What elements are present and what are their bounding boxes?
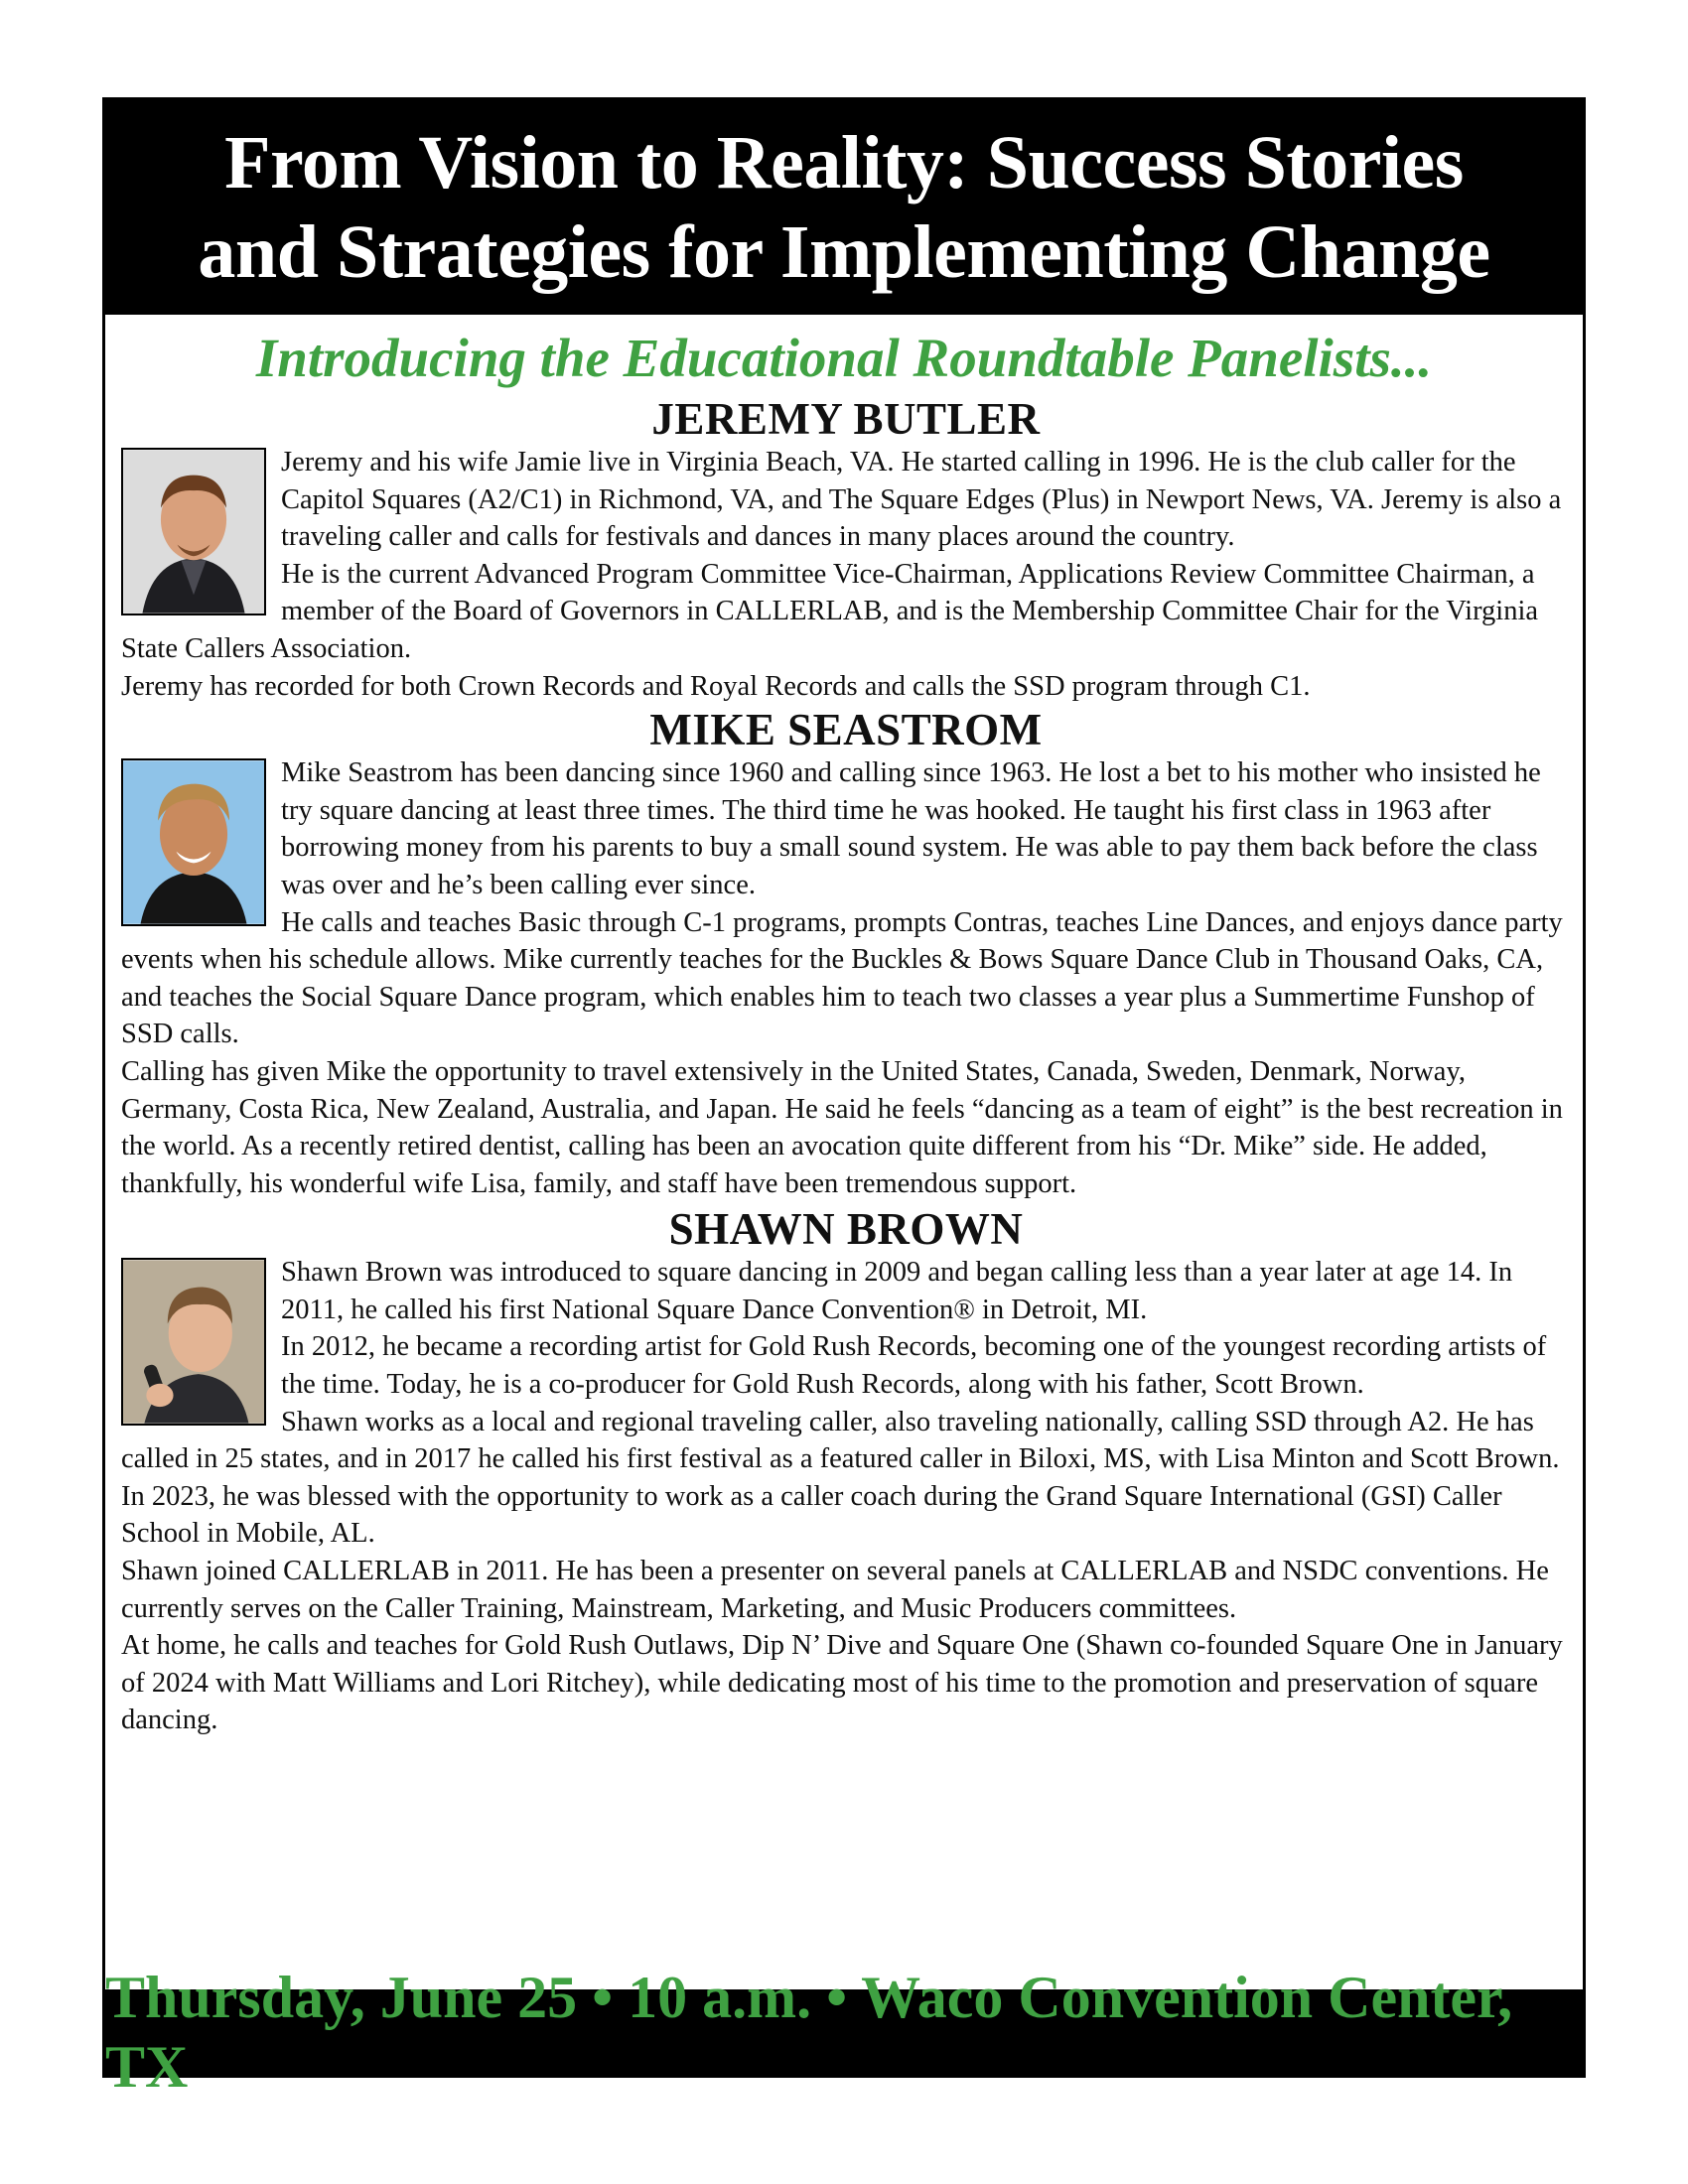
shawn-brown-photo [121, 1258, 266, 1426]
panelist-shawn-brown [121, 1204, 1571, 1739]
panelist-bio-paragraph: Shawn works as a local and regional traveling caller, also traveling nationally, calling SSD through A2. He has called in 25 states, and in 2017 he called his first festival as a featured caller in Biloxi, MS, with Lisa Minton and Scott Brown. In 2023, he was blessed with the opportunity to work as a caller coach during the Grand Square International (GSI) Caller School in Mobile, AL. [121, 1406, 1560, 1550]
panelist-bio-paragraph: Jeremy and his wife Jamie live in Virginia Beach, VA. He started calling in 1996. He is the club caller for the Capitol Squares (A2/C1) in Richmond, VA, and The Square Edges (Plus) in Newport News, VA. Jeremy is also a traveling caller and calls for festivals and dances in many places around the country. [281, 447, 1562, 553]
jeremy-butler-photo [121, 448, 266, 615]
panelist-name: SHAWN BROWN [668, 1204, 1024, 1255]
panelist-bio-paragraph: He is the current Advanced Program Committee Vice-Chairman, Applications Review Committee Chairman, a member of the Board of Governors in CALLERLAB, and is the Membership Committee Chair for the Virginia State Callers Association. [121, 558, 1539, 664]
panelist-name: MIKE SEASTROM [649, 705, 1043, 755]
page-title [198, 118, 1489, 297]
intro-heading: Introducing the Educational Roundtable Panelists... [255, 328, 1433, 388]
title-line-2: and Strategies for Implementing Change [198, 210, 1490, 294]
panelist-bio-paragraph: He calls and teaches Basic through C-1 programs, prompts Contras, teaches Line Dances, and enjoys dance party events when his schedule allows. Mike currently teaches for the Buckles & Bows Square Dance Club in Thousand Oaks, CA, and teaches the Social Square Dance program, which enables him to teach two classes a year plus a Summertime Funshop of SSD calls. [121, 906, 1563, 1050]
panelist-bio-paragraph: In 2012, he became a recording artist for Gold Rush Records, becoming one of the youngest recording artists of the time. Today, he is a co-producer for Gold Rush Records, along with his father, Scott Brown. [281, 1331, 1547, 1401]
flyer-frame [102, 97, 1586, 2100]
title-line-1: From Vision to Reality: Success Stories [224, 121, 1464, 205]
panelist-bio-paragraph: Calling has given Mike the opportunity to travel extensively in the United States, Canada, Sweden, Denmark, Norway, Germany, Costa Rica, New Zealand, Australia, and Japan. He said he feels “dancing as a team of eight” is the best recreation in the world. As a recently retired dentist, calling has been an avocation quite different from his “Dr. Mike” side. He added, thankfully, his wonderful wife Lisa, family, and staff have been tremendous support. [121, 1055, 1563, 1199]
mike-seastrom-photo [121, 758, 266, 926]
event-details: Thursday, June 25 • 10 a.m. • Waco Convention Center, TX [105, 1965, 1513, 2100]
panelist-bio-paragraph: Shawn Brown was introduced to square dancing in 2009 and began calling less than a year later at age 14. In 2011, he called his first National Square Dance Convention® in Detroit, MI. [281, 1257, 1513, 1325]
title-banner [105, 100, 1583, 315]
panelist-bio-paragraph: At home, he calls and teaches for Gold Rush Outlaws, Dip N’ Dive and Square One (Shawn co-founded Square One in January of 2024 with Matt Williams and Lori Ritchey), while dedicating most of his time to the promotion and preservation of square dancing. [121, 1630, 1563, 1736]
panelist-name: JEREMY BUTLER [651, 394, 1041, 444]
footer-banner [105, 1965, 1583, 2100]
panelist-mike-seastrom [121, 705, 1571, 1202]
panelist-bio-paragraph: Jeremy has recorded for both Crown Records and Royal Records and calls the SSD program through C1. [121, 670, 1311, 702]
panelist-bio-paragraph: Mike Seastrom has been dancing since 1960 and calling since 1963. He lost a bet to his mother who insisted he try square dancing at least three times. The third time he was hooked. He taught his first class in 1963 after borrowing money from his parents to buy a small sound system. He was able to pay them back before the class was over and he’s been calling ever since. [281, 757, 1541, 900]
panelist-bio-paragraph: Shawn joined CALLERLAB in 2011. He has been a presenter on several panels at CALLERLAB and NSDC conventions. He currently serves on the Caller Training, Mainstream, Marketing, and Music Producers committees. [121, 1556, 1549, 1624]
panelist-jeremy-butler [121, 394, 1571, 705]
panelists-content [121, 394, 1571, 1739]
